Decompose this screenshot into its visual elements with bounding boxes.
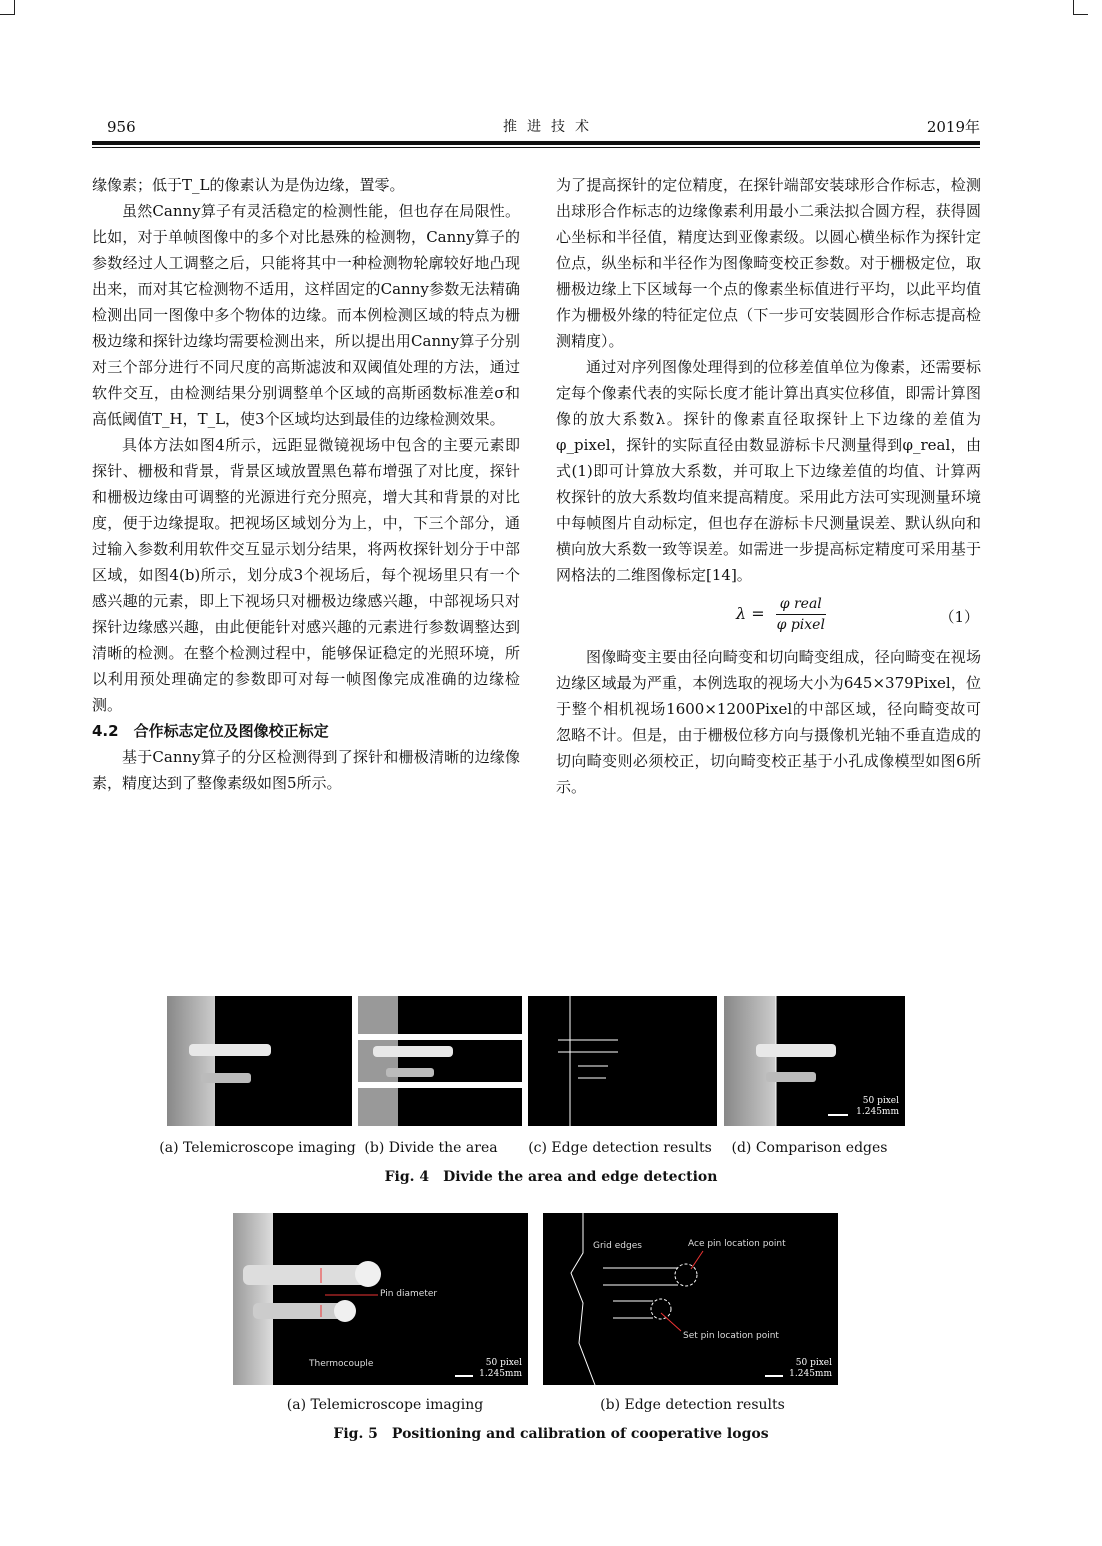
- fig4-caption-c: (c) Edge detection results: [528, 1140, 712, 1156]
- paragraph: 通过对序列图像处理得到的位移差值单位为像素，还需要标定每个像素代表的实际长度才能计算出真实位移值，即需计算图像的放大系数λ。探针的像素直径取探针上下边缘的差值为φ_pixel，探针的实际直径由数显游标卡尺测量得到φ_real，由式(1)即可计算放大系数，并可取上下边缘差值的均值、计算两枚探针的放大系数均值来提高精度。采用此方法可实现测量环境中每帧图片自动标定，但也存在游标卡尺测量误差、默认纵向和横向放大系数一致等误差。如需进一步提高标定精度可采用基于网格法的二维图像标定[14]。: [556, 358, 981, 584]
- fig5-title: Fig. 5 Positioning and calibration of cooperative logos: [333, 1426, 769, 1442]
- journal-year: 2019年: [926, 118, 980, 136]
- fig4-caption-b: (b) Divide the area: [364, 1140, 498, 1156]
- fig5-panel-b: [543, 1213, 838, 1385]
- fig4-panel-b: [358, 996, 522, 1126]
- label-set-pin: Set pin location point: [683, 1331, 779, 1341]
- label-ace-pin: Ace pin location point: [688, 1239, 786, 1249]
- crop-mark-top-left: [0, 0, 15, 15]
- scale-pixel: 50 pixel: [485, 1358, 522, 1368]
- paragraph: 具体方法如图4所示，远距显微镜视场中包含的主要元素即探针、栅极和背景，背景区域放置黑色幕布增强了对比度，探针和栅极边缘由可调整的光源进行充分照亮，增大其和背景的对比度，便于边缘提取。把视场区域划分为上，中，下三个部分，通过输入参数利用软件交互显示划分结果，将两枚探针划分于中部区域，如图4(b)所示，划分成3个视场后，每个视场里只有一个感兴趣的元素，即上下视场只对栅极边缘感兴趣，中部视场只对探针边缘感兴趣，由此便能针对感兴趣的元素进行参数调整达到清晰的检测。在整个检测过程中，能够保证稳定的光照环境，所以利用预处理确定的参数即可对每一帧图像完成准确的边缘检测。: [92, 436, 520, 714]
- right-column: [556, 172, 981, 800]
- paragraph: 缘像素；低于T_L的像素认为是伪边缘，置零。: [92, 176, 405, 194]
- paragraph: 为了提高探针的定位精度，在探针端部安装球形合作标志，检测出球形合作标志的边缘像素利用最小二乘法拟合圆方程，获得圆心坐标和半径值，精度达到亚像素级。以圆心横坐标作为探针定位点，纵坐标和半径作为图像畸变校正参数。对于栅极定位，取栅极边缘上下区域每一个点的像素坐标值进行平均，以此平均值作为栅极外缘的特征定位点（下一步可安装圆形合作标志提高检测精度）。: [556, 176, 981, 350]
- fig5-caption-a: (a) Telemicroscope imaging: [286, 1397, 484, 1413]
- crop-mark-top-right: [1073, 0, 1088, 15]
- label-pin-diameter: Pin diameter: [380, 1289, 438, 1299]
- journal-title: 推进技术: [503, 119, 599, 135]
- fig5-caption-b: (b) Edge detection results: [600, 1397, 785, 1413]
- scale-mm: 1.245mm: [856, 1107, 899, 1117]
- paragraph: 虽然Canny算子有灵活稳定的检测性能，但也存在局限性。比如，对于单帧图像中的多个对比悬殊的检测物，Canny算子的参数经过人工调整之后，只能将其中一种检测物轮廓较好地凸现出来，而对其它检测物不适用，这样固定的Canny参数无法精确检测出同一图像中多个物体的边缘。而本例检测区域的特点为栅极边缘和探针边缘均需要检测出来，所以提出用Canny算子分别对三个部分进行不同尺度的高斯滤波和双阈值处理的方法，通过软件交互，由检测结果分别调整单个区域的高斯函数标准差σ和高低阈值T_H，T_L，使3个区域均达到最佳的边缘检测效果。: [92, 202, 520, 428]
- fig4-caption-a: (a) Telemicroscope imaging: [159, 1140, 356, 1156]
- fig4-panel-d: [724, 996, 905, 1126]
- equation-numerator: φ real: [776, 594, 826, 615]
- paragraph: 图像畸变主要由径向畸变和切向畸变组成，径向畸变在视场边缘区域最为严重，本例选取的视场大小为645×379Pixel，位于整个相机视场1600×1200Pixel的中部区域，径向畸变故可忽略不计。但是，由于栅极位移方向与摄像机光轴不垂直造成的切向畸变则必须校正，切向畸变校正基于小孔成像模型如图6所示。: [556, 648, 981, 796]
- equation-number: （1）: [939, 608, 979, 626]
- equation-fraction: [776, 594, 826, 635]
- fig4-panel-c: [528, 996, 717, 1126]
- fig4-caption-d: (d) Comparison edges: [731, 1140, 888, 1156]
- scale-pixel: 50 pixel: [862, 1096, 899, 1106]
- equation-denominator: φ pixel: [776, 617, 825, 633]
- fig5b-scale-label: [789, 1358, 832, 1380]
- fig5a-scale-label: [479, 1358, 522, 1380]
- header-rule-thin: [92, 147, 980, 148]
- fig4-scale-label: [856, 1096, 899, 1118]
- fig4-title: Fig. 4 Divide the area and edge detection: [384, 1169, 718, 1185]
- equation-lhs: λ =: [736, 604, 765, 623]
- left-column: [92, 172, 520, 796]
- scale-mm: 1.245mm: [479, 1369, 522, 1379]
- label-thermocouple: Thermocouple: [309, 1359, 374, 1369]
- page-number: 956: [107, 118, 136, 136]
- header-rule-thick: [92, 141, 980, 145]
- equation-1: [556, 594, 981, 644]
- scale-mm: 1.245mm: [789, 1369, 832, 1379]
- scale-pixel: 50 pixel: [795, 1358, 832, 1368]
- label-grid-edges: Grid edges: [593, 1241, 642, 1251]
- section-heading: 4.2 合作标志定位及图像校正标定: [92, 722, 329, 740]
- fig4-panel-a: [167, 996, 352, 1126]
- fig5-panel-a: [233, 1213, 528, 1385]
- paragraph: 基于Canny算子的分区检测得到了探针和栅极清晰的边缘像素，精度达到了整像素级如图5所示。: [92, 748, 520, 792]
